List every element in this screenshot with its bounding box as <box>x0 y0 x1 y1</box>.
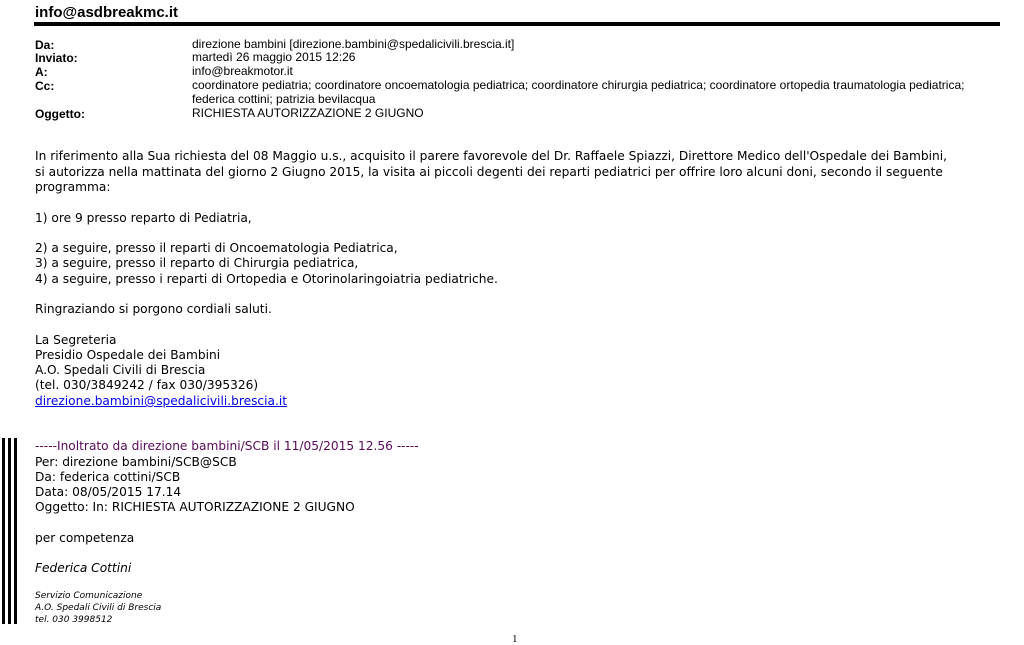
signature-line-2: Presidio Ospedale dei Bambini <box>35 348 221 362</box>
to-value: info@breakmotor.it <box>192 64 293 78</box>
program-item-4: 4) a seguire, presso i reparti di Ortopedia e Otorinolaringoiatria pediatriche. <box>35 272 498 286</box>
sent-label: Inviato: <box>35 51 78 65</box>
forwarded-dept-2: A.O. Spedali Civili di Brescia <box>35 603 162 613</box>
from-value: direzione bambini [direzione.bambini@spedalicivili.brescia.it] <box>192 37 515 51</box>
forwarded-note: per competenza <box>35 531 135 545</box>
signature-line-3: A.O. Spedali Civili di Brescia <box>35 363 206 377</box>
forwarded-from: Da: federica cottini/SCB <box>35 470 181 484</box>
forwarded-dept-3: tel. 030 3998512 <box>35 615 113 625</box>
forwarded-sender-name: Federica Cottini <box>35 561 132 575</box>
forwarded-dept-1: Servizio Comunicazione <box>35 591 143 601</box>
quote-bar-3 <box>14 438 17 624</box>
signature-line-1: La Segreteria <box>35 333 117 347</box>
sent-value: martedì 26 maggio 2015 12:26 <box>192 50 356 64</box>
program-item-3: 3) a seguire, presso il reparto di Chirurgia pediatrica, <box>35 256 359 270</box>
from-label: Da: <box>35 38 55 52</box>
header-divider <box>34 22 1000 26</box>
intro-line-1: In riferimento alla Sua richiesta del 08 Maggio u.s., acquisito il parere favorevole del Dr. Raffaele Spiazzi, Direttore Medico dell'Ospedale dei Bambini, <box>35 149 947 163</box>
cc-value-line2: federica cottini; patrizia bevilacqua <box>192 92 376 106</box>
to-label: A: <box>35 65 48 79</box>
cc-value-line1: coordinatore pediatria; coordinatore oncoematologia pediatrica; coordinatore chirurgia pediatrica; coordinatore ortopedia traumatologia pediatrica; <box>192 78 965 92</box>
account-email: info@asdbreakmc.it <box>35 4 178 21</box>
subject-label: Oggetto: <box>35 107 85 121</box>
cc-label: Cc: <box>35 79 55 93</box>
forwarded-to: Per: direzione bambini/SCB@SCB <box>35 455 237 469</box>
quote-bar-1 <box>2 438 5 624</box>
intro-line-3: programma: <box>35 180 111 194</box>
program-item-2: 2) a seguire, presso il reparti di Oncoematologia Pediatrica, <box>35 241 398 255</box>
intro-line-2: si autorizza nella mattinata del giorno 2 Giugno 2015, la visita ai piccoli degenti dei reparti pediatrici per offrire loro alcuni doni, secondo il seguente <box>35 165 943 179</box>
subject-value: RICHIESTA AUTORIZZAZIONE 2 GIUGNO <box>192 106 424 120</box>
quote-bar-2 <box>8 438 11 624</box>
program-item-1: 1) ore 9 presso reparto di Pediatria, <box>35 211 252 225</box>
signature-line-4: (tel. 030/3849242 / fax 030/395326) <box>35 378 259 392</box>
forwarded-date: Data: 08/05/2015 17.14 <box>35 485 182 499</box>
page-number: 1 <box>512 633 518 645</box>
forwarded-header: -----Inoltrato da direzione bambini/SCB il 11/05/2015 12.56 ----- <box>35 439 419 453</box>
signature-email-link[interactable]: direzione.bambini@spedalicivili.brescia.it <box>35 394 288 408</box>
closing-line: Ringraziando si porgono cordiali saluti. <box>35 302 272 316</box>
forwarded-subject: Oggetto: In: RICHIESTA AUTORIZZAZIONE 2 GIUGNO <box>35 500 355 514</box>
